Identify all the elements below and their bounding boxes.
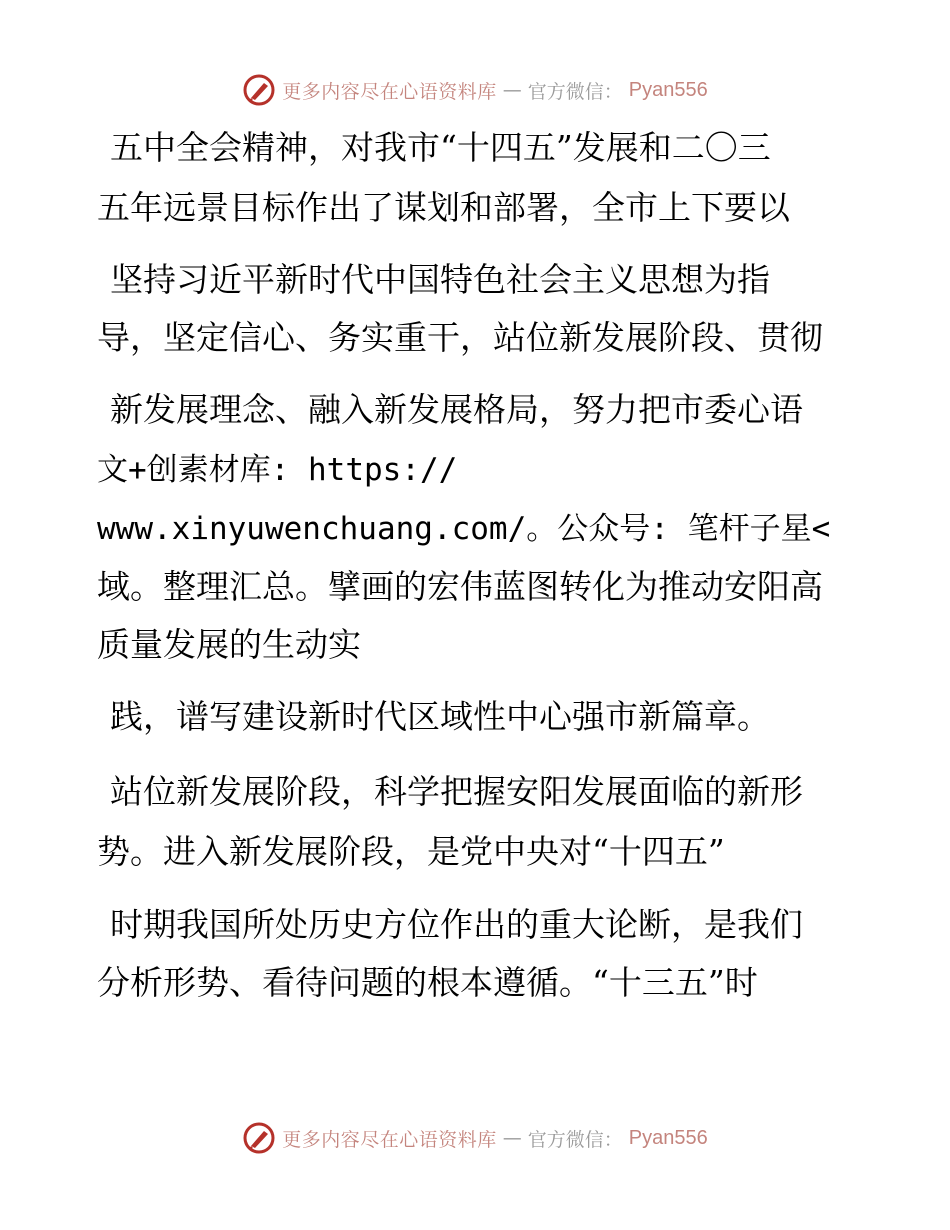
body-line: 五中全会精神，对我市“十四五”发展和二〇三 bbox=[110, 128, 771, 167]
footer-banner-wechat-id: Pyan556 bbox=[628, 1126, 708, 1149]
body-line: 坚持习近平新时代中国特色社会主义思想为指 bbox=[110, 260, 770, 299]
body-line: 践，谱写建设新时代区域性中心强市新篇章。 bbox=[110, 697, 770, 736]
header-banner-official-label: 官方微信： bbox=[527, 80, 623, 103]
body-line: 域。整理汇总。擘画的宏伟蓝图转化为推动安阳高 bbox=[97, 567, 823, 606]
body-line: 导，坚定信心、务实重干，站位新发展阶段、贯彻 bbox=[97, 318, 823, 357]
body-line: 五年远景目标作出了谋划和部署，全市上下要以 bbox=[97, 188, 790, 227]
body-line: www.xinyuwenchuang.com/。公众号: 笔杆子星< bbox=[97, 511, 831, 547]
body-line: 质量发展的生动实 bbox=[97, 625, 361, 664]
header-banner-wechat-id: Pyan556 bbox=[628, 78, 708, 101]
body-line: 站位新发展阶段，科学把握安阳发展面临的新形 bbox=[110, 772, 803, 811]
body-line: 新发展理念、融入新发展格局，努力把市委心语 bbox=[110, 390, 803, 429]
header-banner bbox=[0, 70, 950, 110]
footer-banner-content bbox=[242, 1121, 708, 1155]
header-banner-content bbox=[242, 73, 708, 107]
pen-circle-logo-icon bbox=[242, 73, 276, 107]
header-banner-text: 更多内容尽在心语资料库 bbox=[282, 80, 497, 103]
footer-banner bbox=[0, 1118, 950, 1158]
body-line: 文+创素材库: https:// bbox=[97, 452, 458, 488]
pen-circle-logo-icon bbox=[242, 1121, 276, 1155]
footer-banner-official-label: 官方微信： bbox=[527, 1128, 623, 1151]
body-line: 势。进入新发展阶段，是党中央对“十四五” bbox=[97, 832, 725, 871]
footer-banner-separator: — bbox=[502, 1127, 522, 1149]
header-banner-separator: — bbox=[502, 79, 522, 101]
body-line: 时期我国所处历史方位作出的重大论断，是我们 bbox=[110, 905, 803, 944]
body-line: 分析形势、看待问题的根本遵循。“十三五”时 bbox=[97, 963, 758, 1002]
footer-banner-text: 更多内容尽在心语资料库 bbox=[282, 1128, 497, 1151]
